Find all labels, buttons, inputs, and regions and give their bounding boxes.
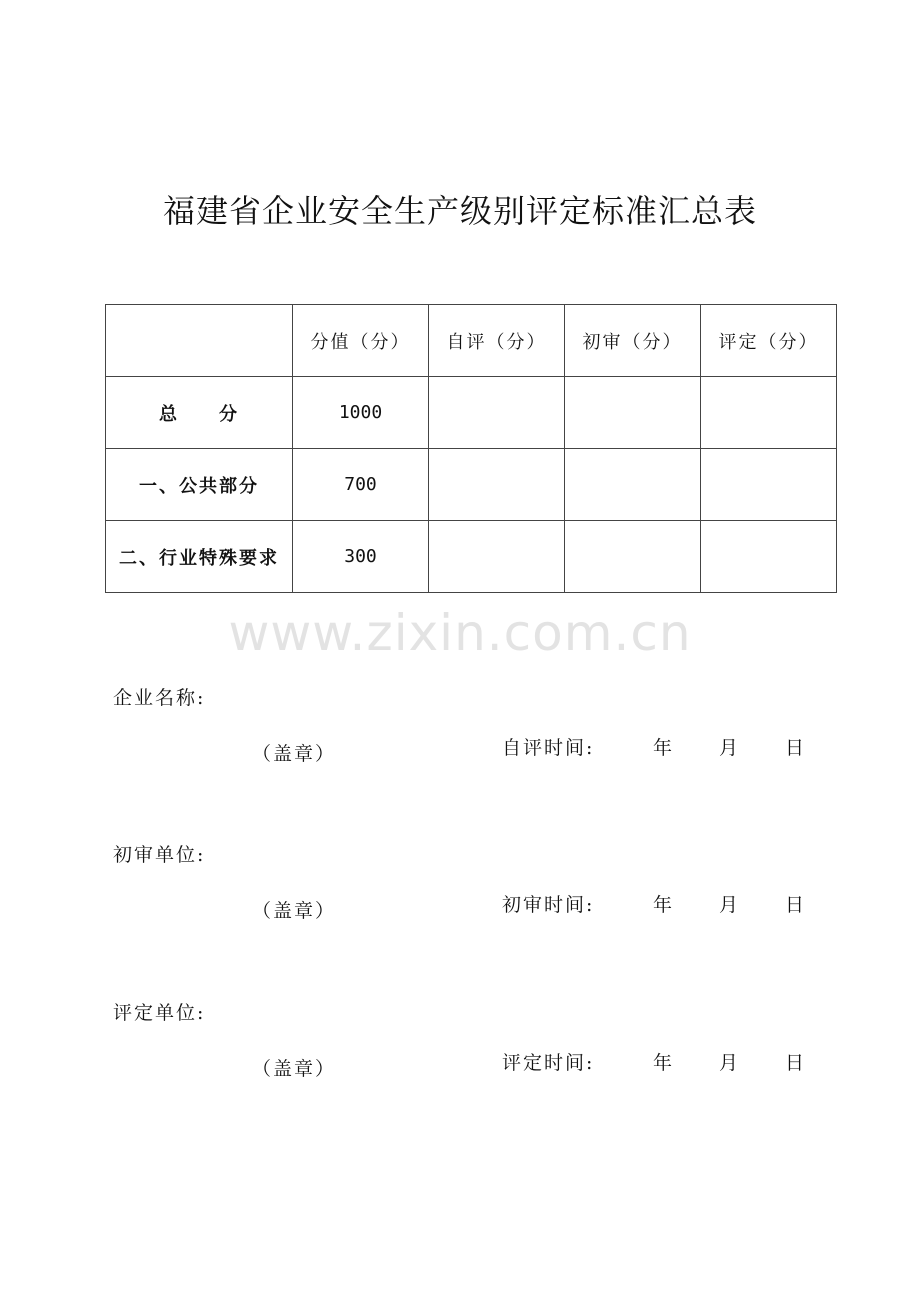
row-value-common: 700 bbox=[293, 449, 429, 521]
self-eval-month-label: 月 bbox=[719, 737, 741, 759]
self-eval-day-label: 日 bbox=[785, 737, 807, 759]
row-value-industry: 300 bbox=[293, 521, 429, 593]
header-self-eval: 自评（分） bbox=[429, 305, 565, 377]
self-eval-cell-industry bbox=[429, 521, 565, 593]
final-rating-month-label: 月 bbox=[719, 1052, 741, 1074]
initial-review-day-label: 日 bbox=[785, 894, 807, 916]
initial-review-time-label: 初审时间: bbox=[502, 894, 595, 916]
initial-review-section bbox=[0, 840, 920, 950]
enterprise-name-label: 企业名称: bbox=[113, 687, 206, 709]
watermark: www.zixin.com.cn bbox=[228, 604, 692, 662]
initial-review-cell-industry bbox=[565, 521, 701, 593]
table-row-total bbox=[106, 377, 837, 449]
document-title: 福建省企业安全生产级别评定标准汇总表 bbox=[162, 192, 757, 230]
score-summary-table bbox=[105, 304, 837, 593]
row-label-industry: 二、行业特殊要求 bbox=[106, 521, 293, 593]
initial-review-cell-common bbox=[565, 449, 701, 521]
enterprise-section bbox=[0, 683, 920, 793]
final-rating-cell-industry bbox=[701, 521, 837, 593]
final-rating-section bbox=[0, 998, 920, 1108]
initial-review-unit-label: 初审单位: bbox=[113, 844, 206, 866]
final-rating-day-label: 日 bbox=[785, 1052, 807, 1074]
final-rating-cell-total bbox=[701, 377, 837, 449]
self-eval-cell-total bbox=[429, 377, 565, 449]
final-rating-year-label: 年 bbox=[653, 1052, 675, 1074]
initial-review-seal-label: （盖章） bbox=[252, 900, 337, 922]
table-row-common bbox=[106, 449, 837, 521]
row-label-common: 一、公共部分 bbox=[106, 449, 293, 521]
header-blank-cell bbox=[106, 305, 293, 377]
final-rating-unit-label: 评定单位: bbox=[113, 1002, 206, 1024]
self-eval-time-label: 自评时间: bbox=[502, 737, 595, 759]
final-rating-time-label: 评定时间: bbox=[502, 1052, 595, 1074]
table-row-industry bbox=[106, 521, 837, 593]
self-eval-cell-common bbox=[429, 449, 565, 521]
row-value-total: 1000 bbox=[293, 377, 429, 449]
initial-review-year-label: 年 bbox=[653, 894, 675, 916]
table-header-row bbox=[106, 305, 837, 377]
enterprise-seal-label: （盖章） bbox=[252, 743, 337, 765]
initial-review-cell-total bbox=[565, 377, 701, 449]
header-initial-review: 初审（分） bbox=[565, 305, 701, 377]
row-label-total: 总 分 bbox=[106, 377, 293, 449]
header-score-value: 分值（分） bbox=[293, 305, 429, 377]
final-rating-cell-common bbox=[701, 449, 837, 521]
final-rating-seal-label: （盖章） bbox=[252, 1058, 337, 1080]
header-final-rating: 评定（分） bbox=[701, 305, 837, 377]
self-eval-year-label: 年 bbox=[653, 737, 675, 759]
initial-review-month-label: 月 bbox=[719, 894, 741, 916]
